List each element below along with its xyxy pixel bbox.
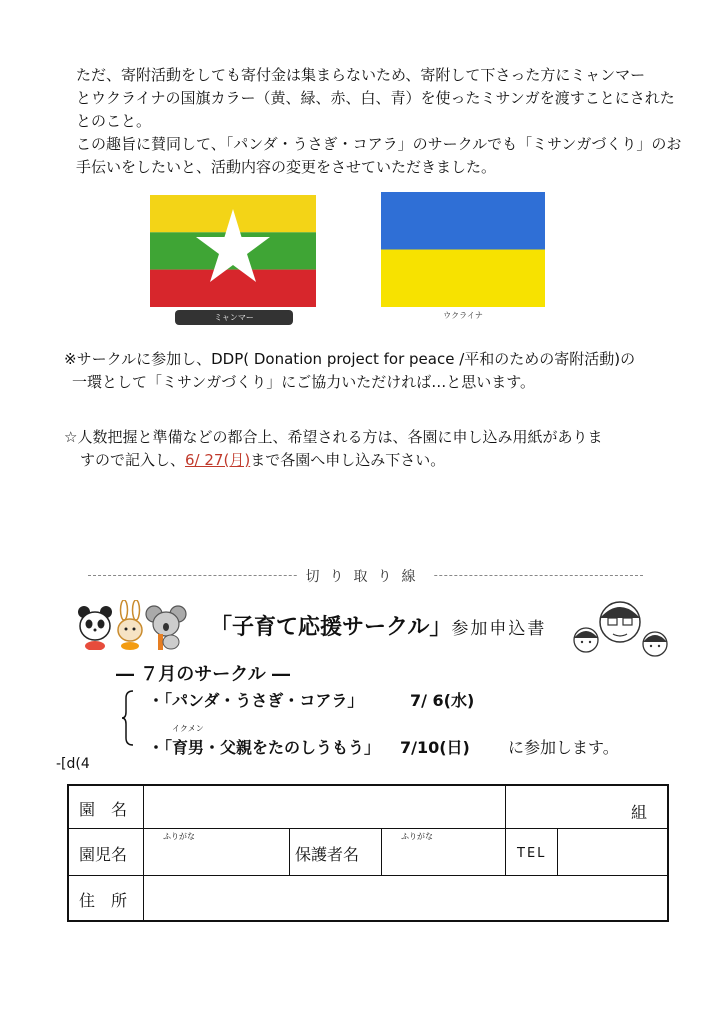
- address-label: 住 所: [79, 891, 128, 910]
- form-title-main: 「子育て応援サークル」: [210, 615, 452, 640]
- panda-icon: [78, 606, 112, 650]
- participate-text: に参加します。: [508, 738, 619, 757]
- intro-line: この趣旨に賛同して、「パンダ・うさぎ・コアラ」のサークルでも「ミサンガづくり」のお: [76, 135, 682, 153]
- note-line: ※サークルに参加し、DDP( Donation project for peace /平和のための寄附活動)の: [64, 350, 636, 368]
- guardian-label: 保護者名: [295, 845, 360, 864]
- animal-mascots: [74, 600, 194, 650]
- circle-date: 7/10(日): [400, 738, 470, 757]
- table-divider: [381, 828, 382, 875]
- school-label: 園 名: [79, 800, 128, 819]
- table-divider: [69, 875, 667, 876]
- father-icon: [600, 602, 640, 642]
- cut-line: [88, 566, 643, 584]
- myanmar-caption: ミャンマー: [175, 310, 293, 325]
- request-line: [64, 449, 684, 472]
- furigana-label: ふりがな: [401, 832, 433, 841]
- circle-name: ・「パンダ・うさぎ・コアラ」: [148, 691, 364, 710]
- circle-date: 7/ 6(水): [410, 691, 475, 710]
- table-divider: [143, 786, 144, 920]
- child-name-field[interactable]: [145, 830, 288, 875]
- table-divider: [289, 828, 290, 875]
- tel-label: TEL: [517, 846, 547, 861]
- intro-line: とのこと。: [76, 112, 152, 130]
- scribble-mark: -[d(4: [56, 756, 90, 772]
- intro-line: ただ、寄附活動をしても寄付金は集まらないため、寄附して下さった方にミャンマー: [76, 66, 646, 84]
- request-text: すので記入し、: [80, 451, 186, 469]
- circle-name: ・「育男・父親をたのしうもう」: [148, 738, 381, 757]
- intro-line: 手伝いをしたいと、活動内容の変更をさせていただきました。: [76, 158, 497, 176]
- ukraine-flag: [381, 192, 545, 307]
- circle-ruby: イクメン: [172, 724, 204, 733]
- cut-line-label: 切り取り線: [298, 569, 434, 585]
- address-field[interactable]: [145, 877, 667, 920]
- child-icon: [574, 628, 598, 652]
- note-paragraph: [64, 348, 684, 394]
- request-paragraph: [64, 426, 684, 472]
- guardian-name-field[interactable]: [383, 830, 504, 875]
- request-text: まで各園へ申し込み下さい。: [250, 451, 446, 469]
- form-title-suffix: 参加申込書: [451, 619, 547, 639]
- family-illustration: [570, 598, 670, 660]
- tel-field[interactable]: [559, 830, 667, 875]
- furigana-label: ふりがな: [163, 832, 195, 841]
- application-table: [67, 784, 669, 922]
- class-suffix: 組: [631, 803, 648, 822]
- month-heading: ― ７月のサークル ―: [116, 664, 290, 685]
- intro-line: とウクライナの国旗カラー（黄、緑、赤、白、青）を使ったミサンガを渡すことにされた: [76, 89, 675, 107]
- request-line: ☆人数把握と準備などの都合上、希望される方は、各園に申し込み用紙がありま: [64, 428, 603, 446]
- rabbit-icon: [118, 600, 142, 650]
- child-icon: [643, 632, 667, 656]
- deadline: 6/ 27(月): [185, 451, 251, 469]
- koala-icon: [146, 606, 186, 650]
- form-title: [210, 610, 546, 641]
- child-name-label: 園児名: [79, 845, 128, 864]
- note-line: 一環として「ミサンガづくり」にご協力いただければ…と思います。: [72, 373, 536, 391]
- table-divider: [557, 828, 558, 875]
- intro-paragraph: [76, 64, 682, 179]
- table-divider: [505, 786, 506, 875]
- school-name-field[interactable]: [145, 786, 503, 828]
- table-divider: [69, 828, 667, 829]
- ukraine-caption: ウクライナ: [443, 311, 483, 320]
- brace: [122, 690, 134, 746]
- myanmar-flag: [150, 195, 316, 307]
